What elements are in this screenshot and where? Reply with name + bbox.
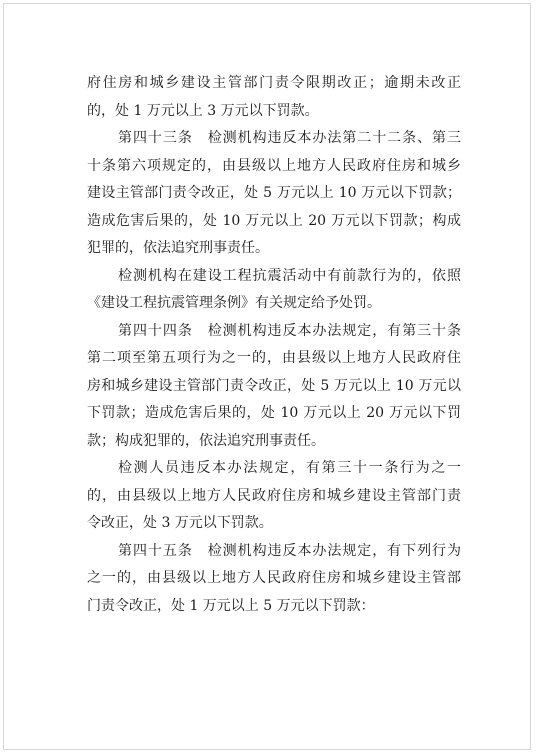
text-line: 《建设工程抗震管理条例》有关规定给予处罚。 xyxy=(87,295,381,311)
text-line: 款；构成犯罪的，依法追究刑事责任。 xyxy=(87,432,325,449)
text-line: 下罚款；造成危害后果的，处 10 万元以上 20 万元以下罚 xyxy=(87,405,461,421)
text-line: 的，由县级以上地方人民政府住房和城乡建设主管部门责 xyxy=(87,487,461,504)
document-page xyxy=(3,3,531,750)
text-line: 府住房和城乡建设主管部门责令限期改正；逾期未改正 xyxy=(87,75,461,91)
text-line: 十条第六项规定的，由县级以上地方人民政府住房和城乡 xyxy=(87,157,461,174)
article-44-heading-line: 第四十四条 检测机构违反本办法规定，有第三十条 xyxy=(118,322,461,339)
text-line: 犯罪的，依法追究刑事责任。 xyxy=(87,240,269,256)
text-line: 第二项至第五项行为之一的，由县级以上地方人民政府住 xyxy=(87,350,461,366)
text-line: 建设主管部门责令改正，处 5 万元以上 10 万元以下罚款； xyxy=(87,185,461,201)
document-body xyxy=(87,70,461,620)
paragraph-start-line: 检测机构在建设工程抗震活动中有前款行为的，依照 xyxy=(118,267,461,284)
text-line: 房和城乡建设主管部门责令改正，处 5 万元以上 10 万元以 xyxy=(87,377,461,394)
text-line: 令改正，处 3 万元以下罚款。 xyxy=(87,515,273,531)
text-line: 造成危害后果的，处 10 万元以上 20 万元以下罚款；构成 xyxy=(87,212,461,229)
paragraph-start-line: 检测人员违反本办法规定，有第三十一条行为之一 xyxy=(118,460,461,476)
text-line: 之一的，由县级以上地方人民政府住房和城乡建设主管部 xyxy=(87,570,461,586)
text-line: 的，处 1 万元以上 3 万元以下罚款。 xyxy=(87,102,319,119)
article-45-heading-line: 第四十五条 检测机构违反本办法规定，有下列行为 xyxy=(118,542,461,559)
article-43-heading-line: 第四十三条 检测机构违反本办法第二十二条、第三 xyxy=(118,130,461,146)
text-line: 门责令改正，处 1 万元以上 5 万元以下罚款： xyxy=(87,597,375,614)
